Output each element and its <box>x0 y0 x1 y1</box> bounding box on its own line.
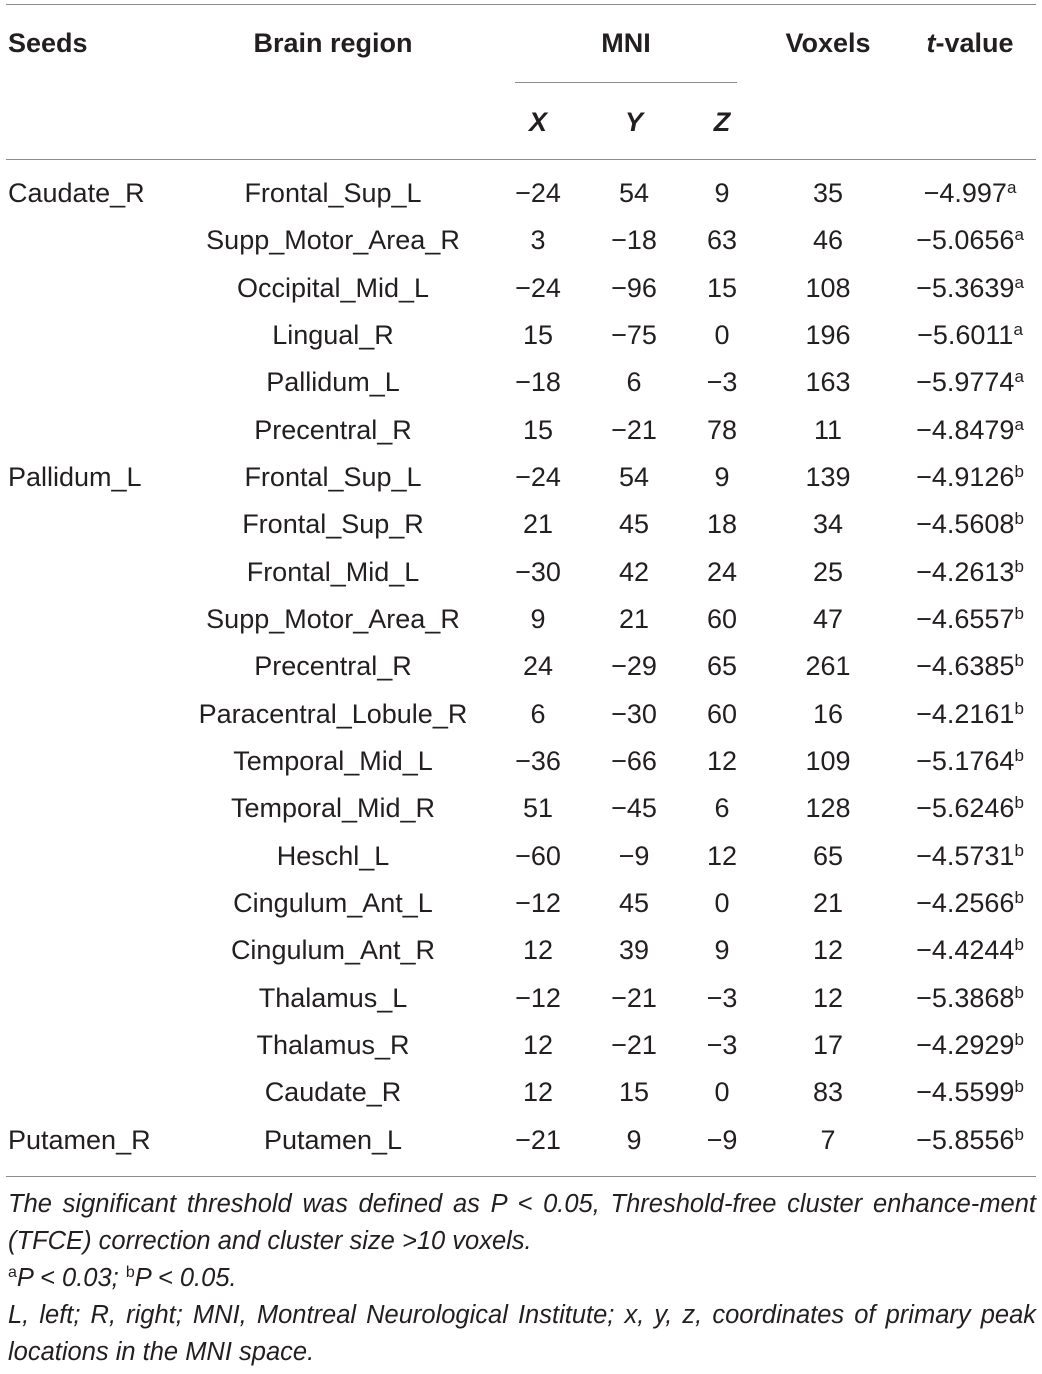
t-value-number: −5.1764 <box>916 745 1015 776</box>
mni-x-cell: −24 <box>515 461 561 492</box>
mni-y-cell: −21 <box>611 982 657 1013</box>
footnote-abbreviations: L, left; R, right; MNI, Montreal Neurological Institute; x, y, z, coordinates of primary peak locations in the MNI space. <box>8 1301 1036 1366</box>
table-row <box>0 549 1042 596</box>
voxels-cell: 17 <box>812 1029 844 1060</box>
mni-rule <box>515 82 737 83</box>
table-row <box>0 217 1042 264</box>
brain-region-cell: Supp_Motor_Area_R <box>206 225 460 256</box>
mni-x-cell: −21 <box>515 1124 561 1155</box>
t-value-superscript: b <box>1014 509 1024 529</box>
t-value-superscript: b <box>1014 1029 1024 1049</box>
mni-x-cell: 12 <box>522 1077 554 1108</box>
t-value-number: −5.3639 <box>916 272 1015 303</box>
table-footnotes <box>8 1186 1036 1371</box>
table-row <box>0 927 1042 974</box>
mni-z-cell: 63 <box>706 225 738 256</box>
brain-region-cell: Temporal_Mid_L <box>233 745 433 776</box>
t-value-superscript: b <box>1014 651 1024 671</box>
mni-y-cell: 54 <box>618 178 650 208</box>
t-value-number: −4.5608 <box>916 509 1015 540</box>
mni-z-cell: 60 <box>706 603 738 634</box>
header-brain-region: Brain region <box>253 28 413 58</box>
table-row <box>0 407 1042 454</box>
brain-region-cell: Frontal_Mid_L <box>246 556 420 587</box>
t-value-superscript: a <box>1014 414 1024 434</box>
mni-y-cell: −30 <box>611 698 657 729</box>
table-row <box>0 833 1042 880</box>
brain-region-cell: Temporal_Mid_R <box>230 793 436 824</box>
brain-region-cell: Heschl_L <box>276 840 390 871</box>
t-value-number: −5.6246 <box>916 793 1015 824</box>
mni-x-cell: 12 <box>522 935 554 966</box>
brain-region-cell: Caudate_R <box>264 1077 402 1108</box>
table-body <box>0 170 1042 1164</box>
mni-z-cell: −3 <box>706 1029 738 1060</box>
brain-region-cell: Lingual_R <box>272 319 394 350</box>
t-value-superscript: a <box>1013 319 1023 339</box>
t-value-superscript: b <box>1014 982 1024 1002</box>
voxels-cell: 12 <box>812 935 844 966</box>
voxels-cell: 12 <box>812 982 844 1013</box>
mni-y-cell: 42 <box>618 556 650 587</box>
table-row <box>0 1069 1042 1116</box>
voxels-cell: 139 <box>805 461 851 492</box>
t-value-cell <box>905 557 1035 587</box>
voxels-cell: 35 <box>812 178 844 208</box>
voxels-cell: 34 <box>812 509 844 540</box>
mni-z-cell: 0 <box>714 887 730 918</box>
voxels-cell: 108 <box>805 272 851 303</box>
mni-z-cell: 65 <box>706 651 738 682</box>
voxels-cell: 46 <box>812 225 844 256</box>
t-value-superscript: b <box>1014 935 1024 955</box>
table-row <box>0 265 1042 312</box>
table-row <box>0 596 1042 643</box>
t-value-superscript: b <box>1014 603 1024 623</box>
mni-y-cell: 15 <box>618 1077 650 1108</box>
voxels-cell: 196 <box>805 319 851 350</box>
t-value-cell <box>905 793 1035 823</box>
header-y: Y <box>624 107 643 137</box>
mni-x-cell: −24 <box>515 272 561 303</box>
table-row <box>0 738 1042 785</box>
voxels-cell: 163 <box>805 367 851 398</box>
header-x: X <box>528 107 547 137</box>
table-row <box>0 643 1042 690</box>
brain-region-cell: Pallidum_L <box>266 367 400 398</box>
mni-y-cell: −29 <box>611 651 657 682</box>
footnote-threshold: The significant threshold was defined as P < 0.05, Threshold-free cluster enhance-ment (TFCE) correction and cluster size >10 voxels. <box>8 1190 1036 1255</box>
t-value-number: −5.8556 <box>916 1124 1015 1155</box>
header-t-value <box>905 28 1035 58</box>
t-value-cell <box>905 273 1035 303</box>
mni-y-cell: −96 <box>611 272 657 303</box>
voxels-cell: 261 <box>805 651 851 682</box>
t-value-number: −4.5599 <box>916 1077 1015 1108</box>
mni-x-cell: 21 <box>522 509 554 540</box>
t-value-number: −5.0656 <box>916 225 1015 256</box>
mni-y-cell: −9 <box>618 840 650 871</box>
mni-x-cell: 12 <box>522 1029 554 1060</box>
mni-z-cell: 6 <box>714 793 730 824</box>
header-t-italic: t <box>926 28 936 58</box>
header-z: Z <box>713 107 731 137</box>
brain-region-cell: Cingulum_Ant_L <box>233 887 433 918</box>
t-value-cell <box>905 225 1035 255</box>
t-value-superscript: b <box>1014 745 1024 765</box>
mni-x-cell: −30 <box>515 556 561 587</box>
t-value-cell <box>905 651 1035 681</box>
t-value-number: −4.2566 <box>916 887 1015 918</box>
t-value-number: −5.3868 <box>916 982 1015 1013</box>
t-value-superscript: a <box>1014 225 1024 245</box>
t-value-cell <box>905 935 1035 965</box>
mni-y-cell: 6 <box>626 367 642 398</box>
t-value-superscript: b <box>1014 1124 1024 1144</box>
table-row <box>0 312 1042 359</box>
t-value-cell <box>905 604 1035 634</box>
brain-region-cell: Paracentral_Lobule_R <box>198 698 468 729</box>
t-value-cell <box>905 841 1035 871</box>
brain-region-cell: Frontal_Sup_R <box>242 509 424 540</box>
mni-x-cell: 15 <box>522 414 554 445</box>
mni-z-cell: 12 <box>706 840 738 871</box>
mni-y-cell: −18 <box>611 225 657 256</box>
t-value-cell <box>905 367 1035 397</box>
table-row <box>0 170 1042 217</box>
t-value-superscript: b <box>1014 1077 1024 1097</box>
t-value-number: −4.997 <box>923 178 1007 208</box>
mni-y-cell: 39 <box>618 935 650 966</box>
t-value-superscript: a <box>1006 178 1017 197</box>
t-value-cell <box>905 1125 1035 1155</box>
mni-z-cell: 24 <box>706 556 738 587</box>
brain-region-cell: Frontal_Sup_L <box>244 461 422 492</box>
t-value-number: −4.4244 <box>916 935 1015 966</box>
top-rule <box>6 4 1036 5</box>
t-value-number: −4.2161 <box>916 698 1015 729</box>
voxels-cell: 47 <box>812 603 844 634</box>
voxels-cell: 21 <box>812 887 844 918</box>
mni-x-cell: 51 <box>522 793 554 824</box>
t-value-superscript: b <box>1014 793 1024 813</box>
footnote-sup-b: b <box>125 1264 135 1281</box>
header-voxels: Voxels <box>785 28 871 58</box>
mni-z-cell: 9 <box>714 461 730 492</box>
voxels-cell: 128 <box>805 793 851 824</box>
t-value-cell <box>905 509 1035 539</box>
mni-x-cell: −24 <box>515 178 561 208</box>
t-value-number: −4.9126 <box>916 461 1015 492</box>
mni-y-cell: 9 <box>626 1124 642 1155</box>
t-value-cell <box>905 415 1035 445</box>
brain-region-cell: Thalamus_L <box>258 982 408 1013</box>
mni-x-cell: 15 <box>522 319 554 350</box>
mni-z-cell: 12 <box>706 745 738 776</box>
brain-region-cell: Frontal_Sup_L <box>244 178 422 208</box>
seed-cell: Pallidum_L <box>8 461 142 492</box>
mni-y-cell: −45 <box>611 793 657 824</box>
mni-x-cell: 24 <box>522 651 554 682</box>
mni-y-cell: −66 <box>611 745 657 776</box>
brain-region-cell: Supp_Motor_Area_R <box>206 603 460 634</box>
mni-z-cell: −3 <box>706 367 738 398</box>
t-value-cell <box>905 888 1035 918</box>
mni-x-cell: −18 <box>515 367 561 398</box>
t-value-cell <box>905 462 1035 492</box>
mni-x-cell: −12 <box>515 982 561 1013</box>
mni-x-cell: 6 <box>530 698 546 729</box>
voxels-cell: 7 <box>820 1124 836 1155</box>
table-row <box>0 785 1042 832</box>
header-seeds: Seeds <box>8 28 88 58</box>
t-value-cell <box>905 746 1035 776</box>
voxels-cell: 65 <box>812 840 844 871</box>
t-value-superscript: b <box>1014 698 1024 718</box>
mni-x-cell: −36 <box>515 745 561 776</box>
mni-y-cell: 45 <box>618 509 650 540</box>
bottom-rule <box>6 1176 1036 1177</box>
brain-region-cell: Thalamus_R <box>256 1029 410 1060</box>
t-value-cell <box>905 983 1035 1013</box>
mni-z-cell: 0 <box>714 1077 730 1108</box>
t-value-cell <box>905 1077 1035 1107</box>
t-value-cell <box>905 1030 1035 1060</box>
footnote-sup-a: a <box>8 1264 17 1281</box>
brain-region-cell: Precentral_R <box>254 651 412 682</box>
t-value-number: −4.8479 <box>916 414 1015 445</box>
mni-y-cell: −21 <box>611 414 657 445</box>
voxels-cell: 109 <box>805 745 851 776</box>
mni-x-cell: −12 <box>515 887 561 918</box>
mni-x-cell: 9 <box>530 603 546 634</box>
footnote-note-b: P < 0.05. <box>134 1264 237 1292</box>
mni-z-cell: 0 <box>714 319 730 350</box>
table-row <box>0 975 1042 1022</box>
table-row <box>0 880 1042 927</box>
footnote-significance <box>8 1260 1036 1297</box>
mni-x-cell: −60 <box>515 840 561 871</box>
t-value-number: −4.5731 <box>916 840 1015 871</box>
t-value-number: −5.9774 <box>916 367 1015 398</box>
mni-y-cell: −75 <box>611 319 657 350</box>
t-value-superscript: b <box>1014 461 1024 481</box>
t-value-number: −4.2613 <box>916 556 1015 587</box>
footnote-note-a: P < 0.03; <box>16 1264 126 1292</box>
mni-z-cell: 78 <box>706 414 738 445</box>
header-t-rest: -value <box>935 28 1014 58</box>
t-value-cell <box>905 178 1035 208</box>
voxels-cell: 83 <box>812 1077 844 1108</box>
voxels-cell: 25 <box>812 556 844 587</box>
brain-region-cell: Precentral_R <box>254 414 412 445</box>
table-row <box>0 1022 1042 1069</box>
mni-y-cell: 54 <box>618 461 650 492</box>
brain-region-cell: Cingulum_Ant_R <box>230 935 436 966</box>
mni-z-cell: 60 <box>706 698 738 729</box>
mni-x-cell: 3 <box>530 225 546 256</box>
mni-z-cell: 9 <box>714 178 730 208</box>
seed-cell: Caudate_R <box>8 178 145 208</box>
seed-cell: Putamen_R <box>8 1124 151 1155</box>
mni-z-cell: −9 <box>706 1124 738 1155</box>
t-value-superscript: b <box>1014 887 1024 907</box>
t-value-number: −5.6011 <box>917 319 1014 350</box>
t-value-number: −4.6385 <box>916 651 1015 682</box>
table-row <box>0 691 1042 738</box>
brain-region-cell: Occipital_Mid_L <box>236 272 430 303</box>
voxels-cell: 11 <box>813 414 843 445</box>
table-row <box>0 359 1042 406</box>
brain-region-cell: Putamen_L <box>263 1124 403 1155</box>
mni-y-cell: 21 <box>618 603 650 634</box>
t-value-cell <box>905 699 1035 729</box>
t-value-number: −4.2929 <box>916 1029 1015 1060</box>
t-value-superscript: b <box>1014 840 1024 860</box>
header-rule <box>6 159 1036 160</box>
mni-y-cell: −21 <box>611 1029 657 1060</box>
mni-z-cell: 9 <box>714 935 730 966</box>
t-value-number: −4.6557 <box>916 603 1015 634</box>
header-mni: MNI <box>601 28 651 58</box>
voxels-cell: 16 <box>812 698 844 729</box>
mni-z-cell: 18 <box>706 509 738 540</box>
table-row <box>0 501 1042 548</box>
t-value-superscript: a <box>1014 367 1024 387</box>
mni-y-cell: 45 <box>618 887 650 918</box>
mni-z-cell: 15 <box>706 272 738 303</box>
t-value-cell <box>905 320 1035 350</box>
t-value-superscript: b <box>1014 556 1024 576</box>
table-row <box>0 454 1042 501</box>
table-row <box>0 1117 1042 1164</box>
mni-z-cell: −3 <box>706 982 738 1013</box>
t-value-superscript: a <box>1014 272 1024 292</box>
